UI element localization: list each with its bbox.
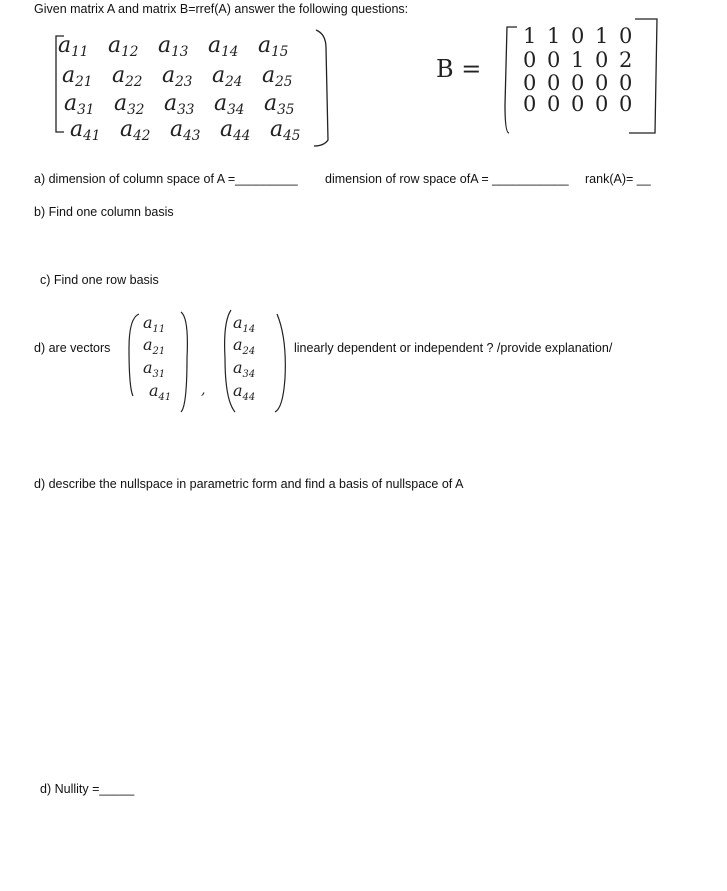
matrix-b-entry: 1 — [571, 48, 585, 72]
question-c-row-basis: c) Find one row basis — [40, 273, 159, 287]
matrix-b-entry: 1 — [523, 24, 537, 48]
vector-2-entry: $a_{24}$ — [233, 335, 256, 357]
matrix-b-entry: 0 — [595, 48, 609, 72]
intro-text: Given matrix A and matrix B=rref(A) answer the following questions: — [34, 2, 409, 16]
vector-2-entry: $a_{14}$ — [233, 313, 256, 335]
vector-separator: , — [201, 382, 206, 398]
matrix-a-entry: a11 — [58, 33, 89, 60]
matrix-a-entry: a12 — [108, 33, 139, 60]
matrix-a-entry: a33 — [164, 91, 195, 118]
matrix-a-entry: a35 — [264, 91, 295, 118]
column-vectors — [125, 308, 295, 418]
question-b-column-basis: b) Find one column basis — [34, 205, 174, 219]
matrix-b-entry: 0 — [595, 92, 609, 116]
matrix-a-entry: a41 — [70, 117, 101, 144]
matrix-a-entry: a13 — [158, 33, 189, 60]
matrix-a-entry: a34 — [214, 91, 245, 118]
matrix-a-entry: a14 — [208, 33, 239, 60]
matrix-b-entry: 0 — [595, 71, 609, 95]
matrix-a-entry: a21 — [62, 63, 93, 90]
matrix-b-entry: 0 — [571, 92, 585, 116]
matrix-b-label: B = — [436, 55, 482, 83]
matrix-a-entry: a31 — [64, 91, 95, 118]
matrix-a-entry: a22 — [112, 63, 143, 90]
question-d-vectors-suffix: linearly dependent or independent ? /provide explanation/ — [294, 341, 613, 355]
matrix-b-entry: 0 — [619, 92, 633, 116]
matrix-b-entry: 0 — [571, 71, 585, 95]
matrix-a — [50, 28, 380, 158]
matrix-a-entry: a44 — [220, 117, 251, 144]
matrix-a-entry: a32 — [114, 91, 145, 118]
matrix-b — [497, 15, 667, 135]
vector-1-entry: $a_{11}$ — [143, 313, 166, 335]
matrix-b-entry: 0 — [547, 48, 561, 72]
question-d-vectors-prefix: d) are vectors — [34, 341, 111, 355]
matrix-a-entry: a15 — [258, 33, 289, 60]
vector-2-entry: $a_{34}$ — [233, 358, 256, 380]
matrix-a-entry: a24 — [212, 63, 243, 90]
matrix-b-entry: 0 — [523, 48, 537, 72]
matrix-b-entry: 0 — [571, 24, 585, 48]
matrix-b-entry: 0 — [547, 71, 561, 95]
vector-1-entry: $a_{21}$ — [143, 335, 166, 357]
question-a-row-dimension: dimension of row space ofA = ___________ — [325, 172, 569, 186]
question-d-nullspace: d) describe the nullspace in parametric form and find a basis of nullspace of A — [34, 477, 464, 491]
matrix-b-entry: 0 — [619, 24, 633, 48]
vector-1-entry: $a_{41}$ — [149, 381, 172, 403]
vector-1-entry: $a_{31}$ — [143, 358, 166, 380]
vector-2-entry: $a_{44}$ — [233, 381, 256, 403]
matrix-b-entry: 0 — [523, 92, 537, 116]
question-a-column-dimension: a) dimension of column space of A =_________ — [34, 172, 298, 186]
matrix-b-entry: 1 — [547, 24, 561, 48]
matrix-b-entry: 1 — [595, 24, 609, 48]
matrix-a-entry: a25 — [262, 63, 293, 90]
matrix-b-entry: 2 — [619, 48, 633, 72]
matrix-b-entry: 0 — [523, 71, 537, 95]
matrix-a-entry: a45 — [270, 117, 301, 144]
question-a-rank: rank(A)= __ — [585, 172, 651, 186]
question-d-nullity: d) Nullity =_____ — [40, 782, 135, 796]
matrix-b-entry: 0 — [619, 71, 633, 95]
matrix-a-entry: a43 — [170, 117, 201, 144]
matrix-a-entry: a23 — [162, 63, 193, 90]
matrix-a-entry: a42 — [120, 117, 151, 144]
matrix-b-entry: 0 — [547, 92, 561, 116]
